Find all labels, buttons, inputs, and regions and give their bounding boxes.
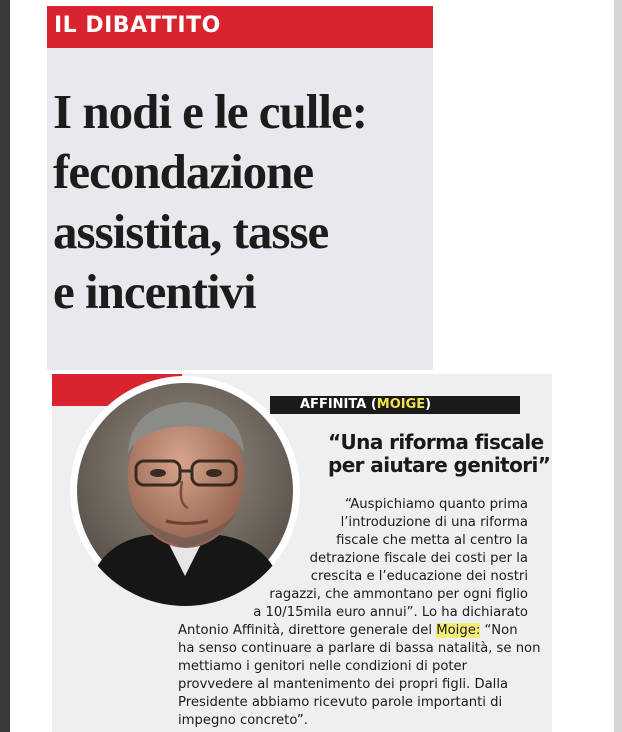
right-scroll-edge [614,0,622,732]
headline-line: e incentivi [53,264,256,319]
moige-highlight: Moige: [436,623,481,638]
quote-title [328,430,551,477]
headline-line: I nodi e le culle: [53,84,368,139]
label-prefix: AFFINITA ( [300,397,377,412]
body-line: impegno concreto”. [178,713,308,728]
quote-title-line: per aiutare genitori” [328,453,551,477]
body-line: a 10/15mila euro annui”. Lo ha dichiarato [253,605,528,620]
body-line: crescita e l’educazione dei nostri [310,569,528,584]
left-scroll-edge [0,0,10,732]
headline-line: fecondazione [53,144,314,199]
section-band [47,6,433,48]
section-label: IL DIBATTITO [54,13,221,38]
body-line: ragazzi, che ammontano per ogni figlio [269,587,528,602]
body-line: Presidente abbiamo ricevuto parole importanti di [178,695,503,710]
quote-title-line: “Una riforma fiscale [328,430,544,454]
body-line: ha senso continuare a parlare di bassa natalità, se non [178,641,541,656]
body-line: l’introduzione di una riforma [340,515,528,530]
body-line: mettiamo i genitori nelle condizioni di poter [178,659,468,674]
headline-clipping [47,6,433,370]
article-clipping [52,374,552,732]
label-highlight: MOIGE [376,397,426,412]
headline-line: assistita, tasse [53,204,329,259]
body-line [178,622,578,640]
article-body [182,496,528,622]
label-suffix: ) [425,397,432,412]
body-line: detrazione fiscale dei costi per la [309,551,528,566]
article-body-continued [178,622,578,730]
body-line: “Auspichiamo quanto prima [345,497,528,512]
body-text: “Non [480,623,518,638]
body-line: fiscale che metta al centro la [336,533,528,548]
body-text: Antonio Affinità, direttore generale del [178,623,437,638]
article-label [300,396,431,414]
body-line: provvedere al mantenimento dei propri figli. Dalla [178,677,509,692]
headline [53,82,431,322]
